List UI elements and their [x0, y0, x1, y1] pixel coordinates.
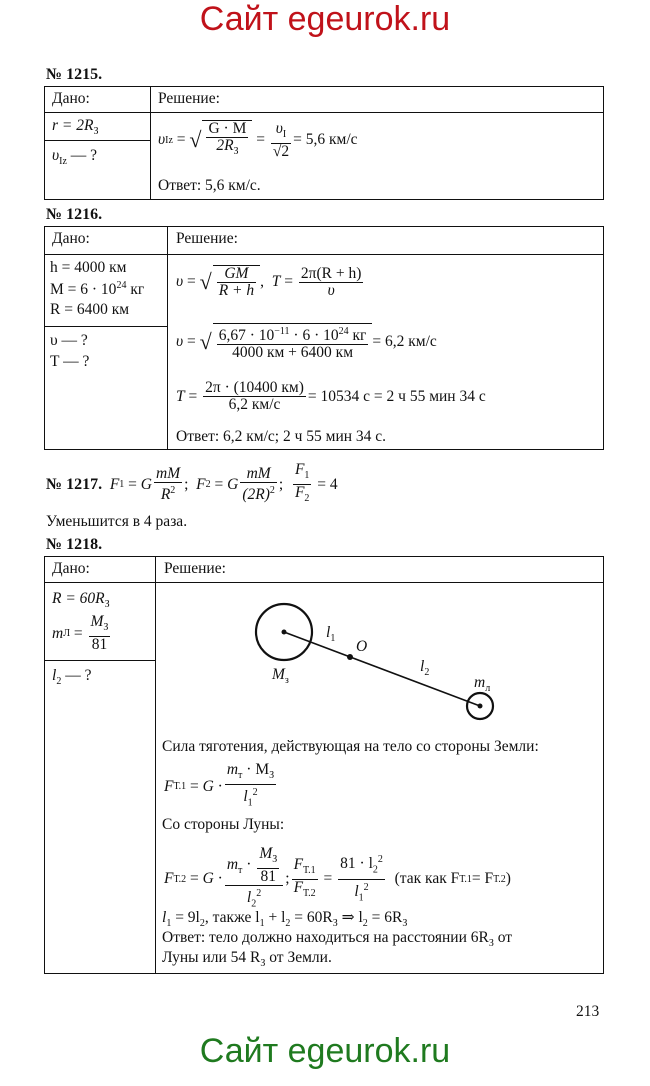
label-l2: $l_2$	[420, 658, 430, 679]
problem-1217: № 1217. F 1 = G $\frac{mM}{R^2}$ ; F 2 = G $\frac{mM}{(2R)^2}$ ; $\frac{F_1}{F_2}$ = 4	[46, 462, 338, 507]
problem-number-1218: № 1218.	[46, 536, 103, 553]
problem-number-1215: № 1215.	[46, 66, 103, 83]
given-header: Дано:	[52, 90, 90, 107]
site-watermark-bottom: Сайт egeurok.ru	[199, 1032, 451, 1070]
answer-1218-line1: Ответ: тело должно находиться на расстоянии $6R_З$ от	[162, 929, 513, 950]
label-earth: $M_з$	[272, 666, 289, 687]
label-O: O	[356, 638, 368, 655]
table-divider	[150, 86, 151, 200]
find-l2: $l_2$ — ?	[52, 667, 92, 688]
solution-header: Решение:	[164, 560, 226, 577]
table-divider	[44, 660, 155, 661]
text-moon-force: Со стороны Луны:	[162, 816, 285, 833]
site-watermark-top: Сайт egeurok.ru	[199, 0, 451, 38]
table-divider	[44, 112, 604, 113]
point-O-dot	[347, 654, 353, 660]
distance-line	[284, 632, 480, 706]
earth-moon-diagram	[240, 596, 520, 726]
solution-header: Решение:	[176, 230, 238, 247]
table-divider	[44, 582, 604, 583]
find-v: υ — ?	[50, 332, 88, 349]
formula-1216-T-num: T = $\frac{2\pi \cdot (10400 км)}{6,2 км/с}$ = 10534 с = 2 ч 55 мин 34 с	[176, 379, 486, 413]
solution-header: Решение:	[158, 90, 220, 107]
find-velocity: $\upsilon_{Iz}$ — ?	[52, 147, 98, 168]
text-earth-force: Сила тяготения, действующая на тело со стороны Земли:	[162, 738, 539, 755]
formula-1215: υ Iz = √ $\frac{G \cdot M}{2R_З}$ = $\frac{\upsilon_I}{√2}$ = 5,6 км/с	[158, 119, 358, 160]
relation-l1-l2: $l_1 = 9l_2$, также $l_1 + l_2 = 60R_З$ ⇒ $l_2 = 6R_З$	[162, 909, 408, 930]
answer-1215: Ответ: 5,6 км/с.	[158, 177, 261, 194]
given-R: R = 6400 км	[50, 301, 130, 318]
problem-number-1216: № 1216.	[46, 206, 103, 223]
formula-1216-v-T: υ = √ $\frac{GM}{R + h}$ , T = $\frac{2\pi(R + h)}{\upsilon}$	[176, 264, 362, 299]
given-r: $r = 2R_З$	[52, 117, 99, 138]
moon-center-dot	[478, 704, 483, 709]
conclusion-1217: Уменьшится в 4 раза.	[46, 513, 188, 530]
table-divider	[155, 556, 156, 974]
given-h: h = 4000 км	[50, 259, 127, 276]
table-divider	[44, 326, 167, 327]
answer-1218-line2: Луны или 54 $R_З$ от Земли.	[162, 949, 332, 970]
table-divider	[167, 226, 168, 450]
find-T: T — ?	[50, 353, 90, 370]
formula-1216-v-num: υ = √ $\frac{6,67 \cdot 10^{-11} \cdot 6 \cdot 10^{24} кг}{4000 км + 6400 км}$ = 6,2 км/с	[176, 323, 437, 361]
label-l1: $l_1$	[326, 624, 336, 645]
given-m-1218: m Л = $\frac{M_З}{81}$	[52, 613, 109, 654]
formula-FT1: F Т.1 = G · $\frac{m_т \cdot M_З}{l_1^2}$	[164, 762, 278, 811]
formula-FT2: F Т.2 = G · $m_т$ · $\frac{M_З}{81}$ $l_2^2$ ; $\frac{F_{Т.1}}{F_{Т.2}}$ = $\frac{81 \cdot l_2^2}{l_1^2}$ (так как F Т.1 = F Т.2 )	[164, 846, 511, 912]
table-divider	[44, 140, 150, 141]
label-moon: $m_л$	[474, 674, 491, 695]
given-R-1218: $R = 60R_З$	[52, 590, 110, 611]
given-header: Дано:	[52, 560, 90, 577]
table-divider	[44, 254, 604, 255]
given-header: Дано:	[52, 230, 90, 247]
page-number: 213	[576, 1003, 600, 1020]
given-m: $M = 6 \cdot 10^{24}$ кг	[50, 280, 145, 299]
answer-1216: Ответ: 6,2 км/с; 2 ч 55 мин 34 с.	[176, 428, 387, 445]
